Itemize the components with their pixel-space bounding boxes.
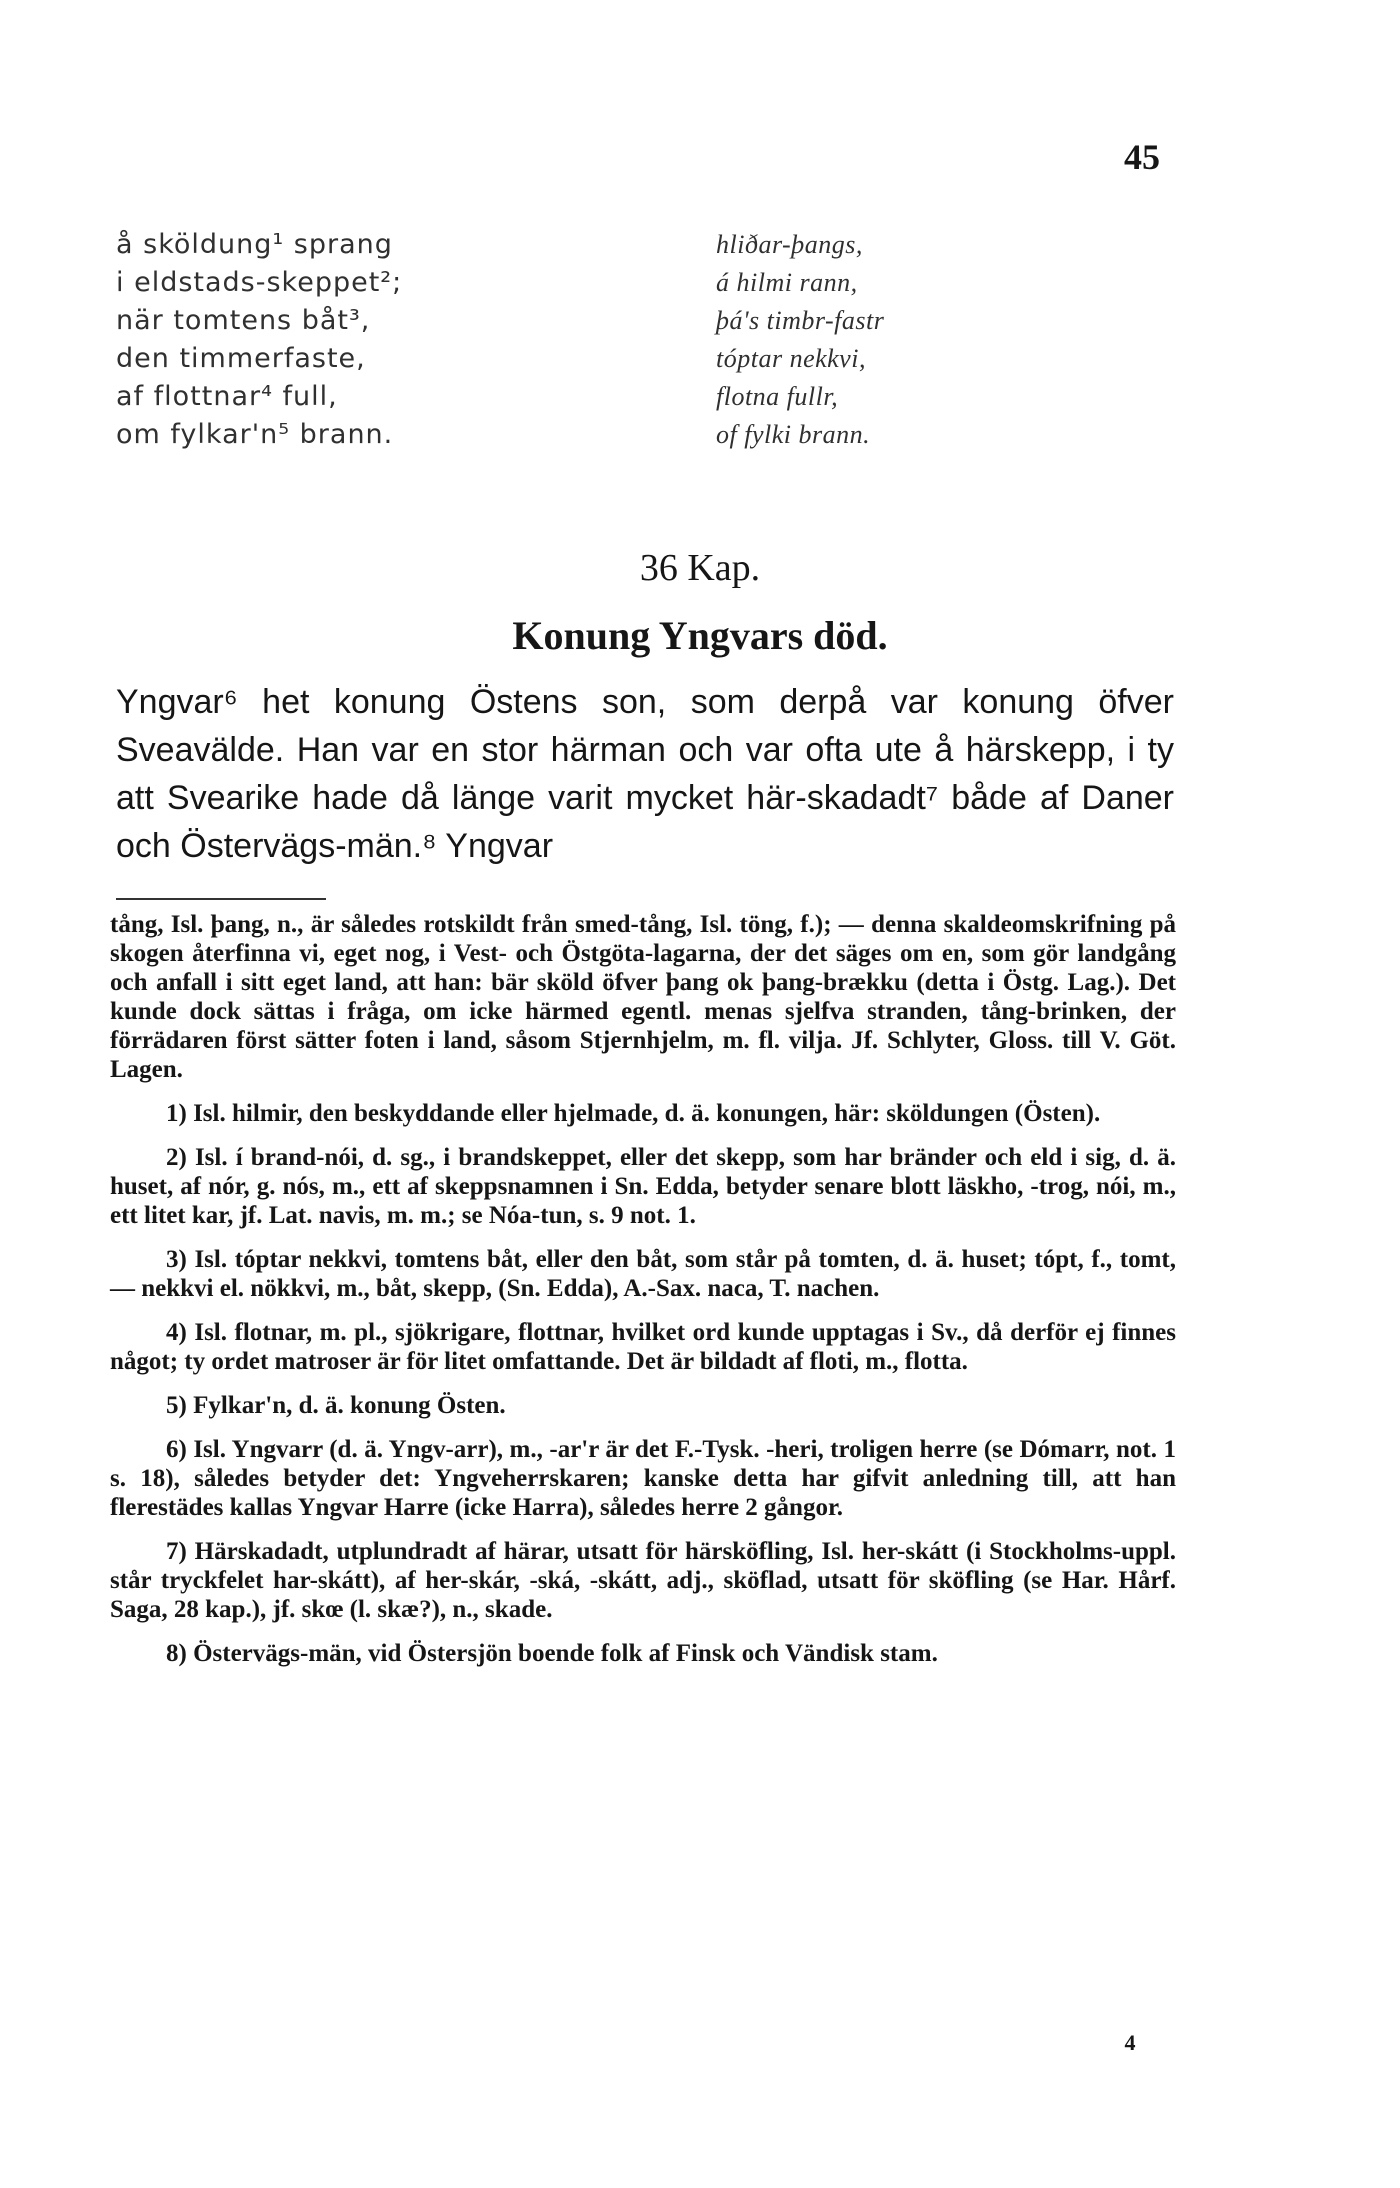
footnote: 1) Isl. hilmir, den beskyddande eller hjelmade, d. ä. konungen, här: sköldungen (Östen). <box>166 1100 1101 1127</box>
poem-line: þá's timbr-fastr <box>716 306 885 335</box>
footnote: 6) Isl. Yngvarr (d. ä. Yngv-arr), m., -ar'r är det F.-Tysk. -heri, troligen herre (se Dómarr, not. 1 s. 18), således betyder det: Yngveherrskaren; kanske detta har gifvit anledning till, att han flerestädes kallas Yngvar Harre (icke Harra), således herre 2 gångor. <box>110 1436 1176 1521</box>
poem-line: å sköldung¹ sprang <box>116 229 393 260</box>
chapter-title: Konung Yngvars död. <box>512 613 888 658</box>
footnote: 8) Östervägs-män, vid Östersjön boende folk af Finsk och Vändisk stam. <box>166 1640 938 1667</box>
poem-line: tóptar nekkvi, <box>716 344 866 373</box>
poem-line: om fylkar'n⁵ brann. <box>116 419 394 450</box>
footnote-continuation: tång, Isl. þang, n., är således rotskildt från smed-tång, Isl. töng, f.); — denna skaldeomskrifning på skogen återfinna vi, eget nog, i Vest- och Östgöta-lagarna, der det säges om en, som gör landgång och anfall i sitt eget land, att han: bär sköld öfver þang ok þang-brækku (detta i Östg. Lag.). Det kunde dock sättas i fråga, om icke härmed egentl. menas sjelfva stranden, tång-brinken, der förrädaren först sätter foten i land, såsom Stjernhjelm, m. fl. vilja. Jf. Schlyter, Gloss. till V. Göt. Lagen. <box>110 911 1176 1083</box>
page-number: 45 <box>1124 137 1160 177</box>
poem-line: af flottnar⁴ full, <box>116 381 338 412</box>
poem-line: den timmerfaste, <box>116 343 366 374</box>
footnote: 5) Fylkar'n, d. ä. konung Östen. <box>166 1392 506 1419</box>
poem-line: när tomtens båt³, <box>116 305 371 336</box>
poem-line: i eldstads-skeppet²; <box>116 267 403 298</box>
footnote: 4) Isl. flotnar, m. pl., sjökrigare, flottnar, hvilket ord kunde upptagas i Sv., då derför ej finnes något; ty ordet matroser är för litet omfattande. Det är bildadt af floti, m., flotta. <box>110 1319 1176 1375</box>
poem-line: of fylki brann. <box>716 420 871 449</box>
footnotes <box>110 910 1176 1683</box>
poem-original-norse <box>716 226 1096 454</box>
poem-line: hliðar-þangs, <box>716 230 863 259</box>
signature-mark: 4 <box>1124 2030 1136 2055</box>
poem-line: á hilmi rann, <box>716 268 858 297</box>
chapter-number: 36 Kap. <box>639 547 761 589</box>
footnote: 7) Härskadadt, utplundradt af härar, utsatt för härsköfling, Isl. her-skátt (i Stockholms-uppl. står tryckfelet har-skátt), af her-skár, -ská, -skátt, adj., sköflad, utsatt för sköfling (se Har. Hårf. Saga, 28 kap.), jf. skœ (l. skæ?), n., skade. <box>110 1538 1176 1623</box>
body-paragraph: Yngvar⁶ het konung Östens son, som derpå var konung öfver Sveavälde. Han var en stor härman och var ofta ute å härskepp, i ty att Svearike hade då länge varit mycket här-skadadt⁷ både af Daner och Östervägs-män.⁸ Yngvar <box>116 683 1174 865</box>
poem-line: flotna fullr, <box>716 382 839 411</box>
footnote: 2) Isl. í brand-nói, d. sg., i brandskeppet, eller det skepp, som har bränder och eld i sig, d. ä. huset, af nór, g. nós, m., ett af skeppsnamnen i Sn. Edda, betyder senare blott läskho, -trog, nói, m., ett litet kar, jf. Lat. navis, m. m.; se Nóa-tun, s. 9 not. 1. <box>110 1144 1176 1229</box>
footnote-divider <box>116 898 326 900</box>
footnote: 3) Isl. tóptar nekkvi, tomtens båt, eller den båt, som står på tomten, d. ä. huset; tópt, f., tomt, — nekkvi el. nökkvi, m., båt, skepp, (Sn. Edda), A.-Sax. naca, T. nachen. <box>110 1246 1176 1302</box>
poem-swedish-translation <box>116 226 546 454</box>
